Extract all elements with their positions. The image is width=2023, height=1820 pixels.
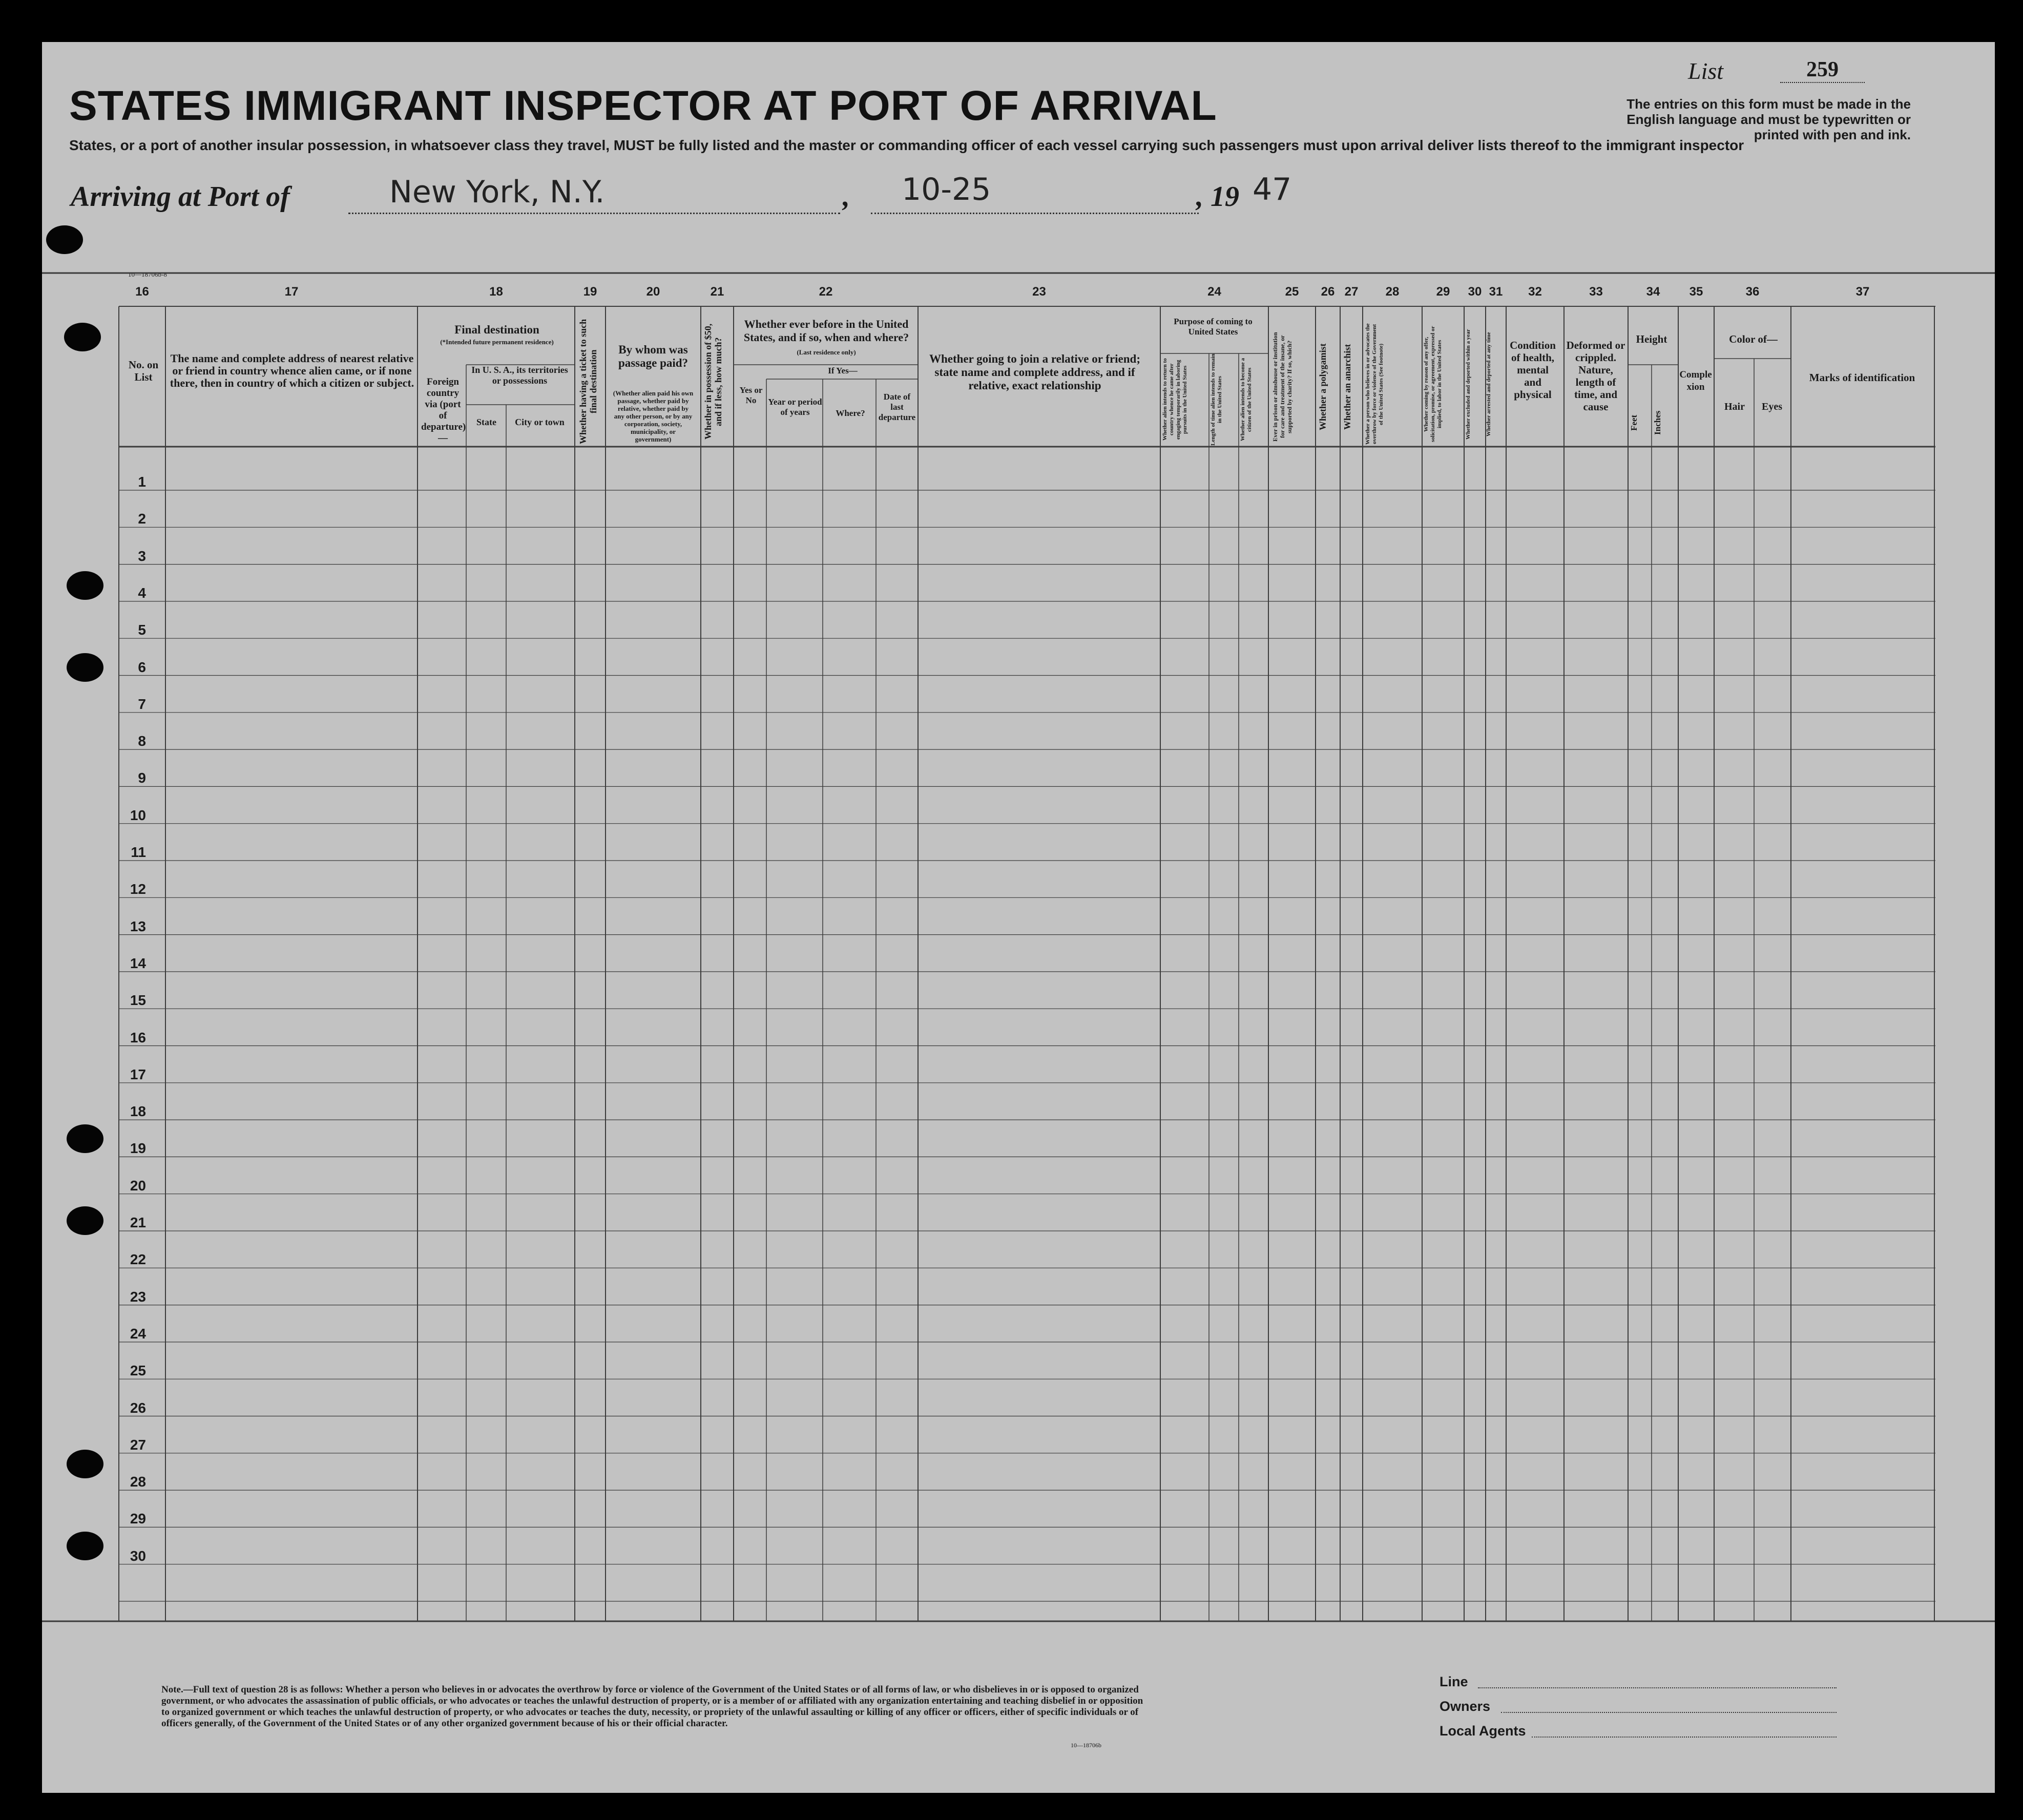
- entry-instructions: The entries on this form must be made in the English language and must be typewritten or printed with pen and ink.: [1626, 96, 1911, 142]
- row-number: 11: [131, 844, 146, 860]
- col24-return: Whether alien intends to return to country whence he came after engaging temporarily in laboring pursuits in the United States: [1162, 358, 1188, 441]
- column-number-28: 28: [1385, 285, 1400, 299]
- column-number-25: 25: [1285, 285, 1299, 299]
- column-number-29: 29: [1436, 285, 1450, 299]
- column-number-21: 21: [710, 285, 724, 299]
- col22-header: Whether ever before in the United States, and if so, when and where?: [743, 318, 909, 344]
- col24-citizen: Whether alien intends to become a citizen of the United States: [1240, 358, 1253, 442]
- col18-note: (*Intended future permanent residence): [440, 338, 554, 346]
- column-number-19: 19: [583, 285, 597, 299]
- port-value: New York, N.Y.: [389, 174, 605, 210]
- column-number-31: 31: [1489, 285, 1503, 299]
- col19-header: Whether having a ticket to such final destination: [578, 319, 598, 445]
- row-number: 21: [130, 1215, 146, 1230]
- row-number: 26: [130, 1399, 146, 1416]
- year-value: 47: [1253, 172, 1292, 207]
- owners-label: Owners: [1440, 1699, 1491, 1714]
- col33-header: Deformed or crippled. Nature, length of time, and cause: [1566, 339, 1625, 413]
- row-number: 15: [130, 992, 146, 1009]
- col22-yesno: Yes or No: [739, 385, 763, 405]
- form-subtitle: States, or a port of another insular possession, in whatsoever class they travel, MUST be fully listed and the master or commanding officer of each vessel carrying such passengers must upon arrival deliver lists thereof to the immigrant inspector: [69, 137, 1744, 153]
- column-number-16: 16: [135, 285, 149, 299]
- column-number-36: 36: [1745, 285, 1760, 299]
- col31-header: Whether arrested and deported at any time: [1486, 332, 1492, 436]
- row-number: 9: [138, 770, 146, 786]
- row-number: 22: [130, 1251, 146, 1268]
- row-number: 18: [130, 1103, 146, 1120]
- row-number: 10: [130, 807, 146, 823]
- col22-date: Date of last departure: [878, 392, 916, 422]
- column-number-35: 35: [1689, 285, 1703, 299]
- line-label: Line: [1440, 1674, 1468, 1689]
- col26-header: Whether a polygamist: [1318, 343, 1328, 430]
- row-number: 12: [130, 881, 146, 897]
- column-number-37: 37: [1855, 285, 1870, 299]
- column-number-24: 24: [1207, 285, 1221, 299]
- column-number-27: 27: [1344, 285, 1359, 299]
- date-value: 10-25: [902, 172, 991, 207]
- col35-header: Complexion: [1679, 369, 1712, 392]
- row-number: 27: [130, 1436, 146, 1453]
- line-field[interactable]: [1478, 1687, 1837, 1688]
- col37-header: Marks of identification: [1809, 371, 1915, 384]
- year-prefix: , 19: [1196, 181, 1239, 213]
- form-code: 10—18706b-8: [128, 270, 167, 278]
- footnote-question-28: Note.—Full text of question 28 is as follows: Whether a person who believes in or advocates the overthrow by force or violence of the Government of the United States or of all forms of law, or who disbelieves in or is opposed to organized government, or who advocates the assassination of public officials, or who advocates or teaches the unlawful destruction of property, or is a member of or affiliated with any organization entertaining and teaching disbelief in or opposition to organized government or which teaches the unlawful destruction of property, or who advocates or teaches the duty, necessity, or propriety of the unlawful assaulting or killing of any officer or officers, either of specific individuals or of officers generally, of the Government of the United States or of any other organized government because of his or their official character.: [161, 1684, 1143, 1729]
- col34-header: Height: [1636, 333, 1667, 345]
- local-agents-label: Local Agents: [1440, 1723, 1526, 1739]
- column-number-23: 23: [1032, 285, 1046, 299]
- row-number: 7: [138, 696, 146, 712]
- row-number: 24: [130, 1325, 146, 1342]
- list-number: 259: [1780, 57, 1865, 83]
- col36-header: Color of—: [1729, 333, 1778, 345]
- col18-header: Final destination: [454, 323, 539, 336]
- col18-state: State: [476, 417, 496, 427]
- footer-form-code: 10—18706b: [1071, 1742, 1101, 1749]
- col27-header: Whether an anarchist: [1342, 344, 1352, 430]
- owners-field[interactable]: [1501, 1712, 1837, 1713]
- comma-separator: ,: [843, 181, 850, 213]
- row-number: 8: [138, 733, 146, 749]
- col21-header: Whether in possession of $50, and if less, how much?: [703, 323, 723, 440]
- col20-note: (Whether alien paid his own passage, whether paid by relative, whether paid by any other person, or by any corporation, society, municipality, or government): [613, 389, 694, 443]
- row-number: 6: [138, 659, 146, 675]
- col34-feet: Feet: [1629, 414, 1639, 431]
- col36-hair: Hair: [1724, 401, 1745, 412]
- column-number-22: 22: [819, 285, 833, 299]
- row-number: 3: [138, 548, 146, 564]
- arriving-label: Arriving at Port of: [71, 181, 290, 213]
- row-number: 2: [138, 511, 146, 527]
- row-number: 28: [130, 1474, 146, 1490]
- column-number-34: 34: [1646, 285, 1660, 299]
- col22-ifyes: If Yes—: [828, 366, 858, 375]
- col17-header: The name and complete address of nearest relative or friend in country whence alien came, or if none there, then in country of which a citizen or subject.: [170, 352, 414, 389]
- row-number: 20: [130, 1177, 146, 1194]
- column-number-26: 26: [1321, 285, 1335, 299]
- col36-eyes: Eyes: [1762, 401, 1782, 412]
- row-number: 25: [130, 1363, 146, 1379]
- col32-header: Condition of health, mental and physical: [1510, 339, 1556, 401]
- row-number: 29: [130, 1511, 146, 1527]
- col23-header: Whether going to join a relative or friend; state name and complete address, and if relative, exact relationship: [929, 352, 1141, 392]
- col22-where: Where?: [836, 408, 865, 418]
- column-number-30: 30: [1468, 285, 1482, 299]
- row-number: 14: [130, 955, 146, 971]
- col22-year: Year or period of years: [768, 397, 822, 417]
- row-number: 1: [138, 474, 146, 490]
- form-title: STATES IMMIGRANT INSPECTOR AT PORT OF ARRIVAL: [69, 82, 1217, 129]
- col25-header: Ever in prison or almshouse or institution for care and treatment of the insane, or supported by charity? If so, which?: [1271, 332, 1293, 442]
- col18-usa: In U. S. A., its territories or possessions: [471, 365, 568, 386]
- col28-header: Whether a person who believes in or advocates the overthrow by force or violence of the Government of the United States (See footnote): [1365, 323, 1384, 445]
- col20-header: By whom was passage paid?: [618, 343, 689, 369]
- col18-city: City or town: [515, 417, 565, 427]
- list-label: List: [1688, 58, 1724, 84]
- col18-foreign: Foreign country via (port of departure)—: [421, 376, 466, 444]
- row-number: 19: [130, 1140, 146, 1157]
- row-number: 17: [130, 1066, 146, 1082]
- col30-header: Whether excluded and deported within a year: [1465, 329, 1471, 440]
- column-number-18: 18: [489, 285, 503, 299]
- col29-header: Whether coming by reason of any offer, solicitation, promise, or agreement, expressed or implied, to labor in the United States: [1423, 326, 1443, 443]
- col34-inches: Inches: [1653, 410, 1662, 435]
- column-number-17: 17: [284, 285, 299, 299]
- row-number: 5: [138, 622, 146, 638]
- row-number: 16: [130, 1029, 146, 1045]
- column-number-32: 32: [1528, 285, 1542, 299]
- col16-header: No. on List: [128, 359, 159, 383]
- row-number: 4: [138, 584, 146, 601]
- col24-header: Purpose of coming to United States: [1174, 317, 1253, 337]
- col22-note: (Last residence only): [797, 348, 856, 356]
- column-number-33: 33: [1589, 285, 1603, 299]
- row-number: 13: [130, 918, 146, 934]
- column-number-20: 20: [646, 285, 660, 299]
- row-number: 30: [130, 1547, 146, 1564]
- local-agents-field[interactable]: [1532, 1737, 1837, 1738]
- row-number: 23: [130, 1288, 146, 1305]
- col24-length: Length of time alien intends to remain in the United States: [1210, 353, 1223, 446]
